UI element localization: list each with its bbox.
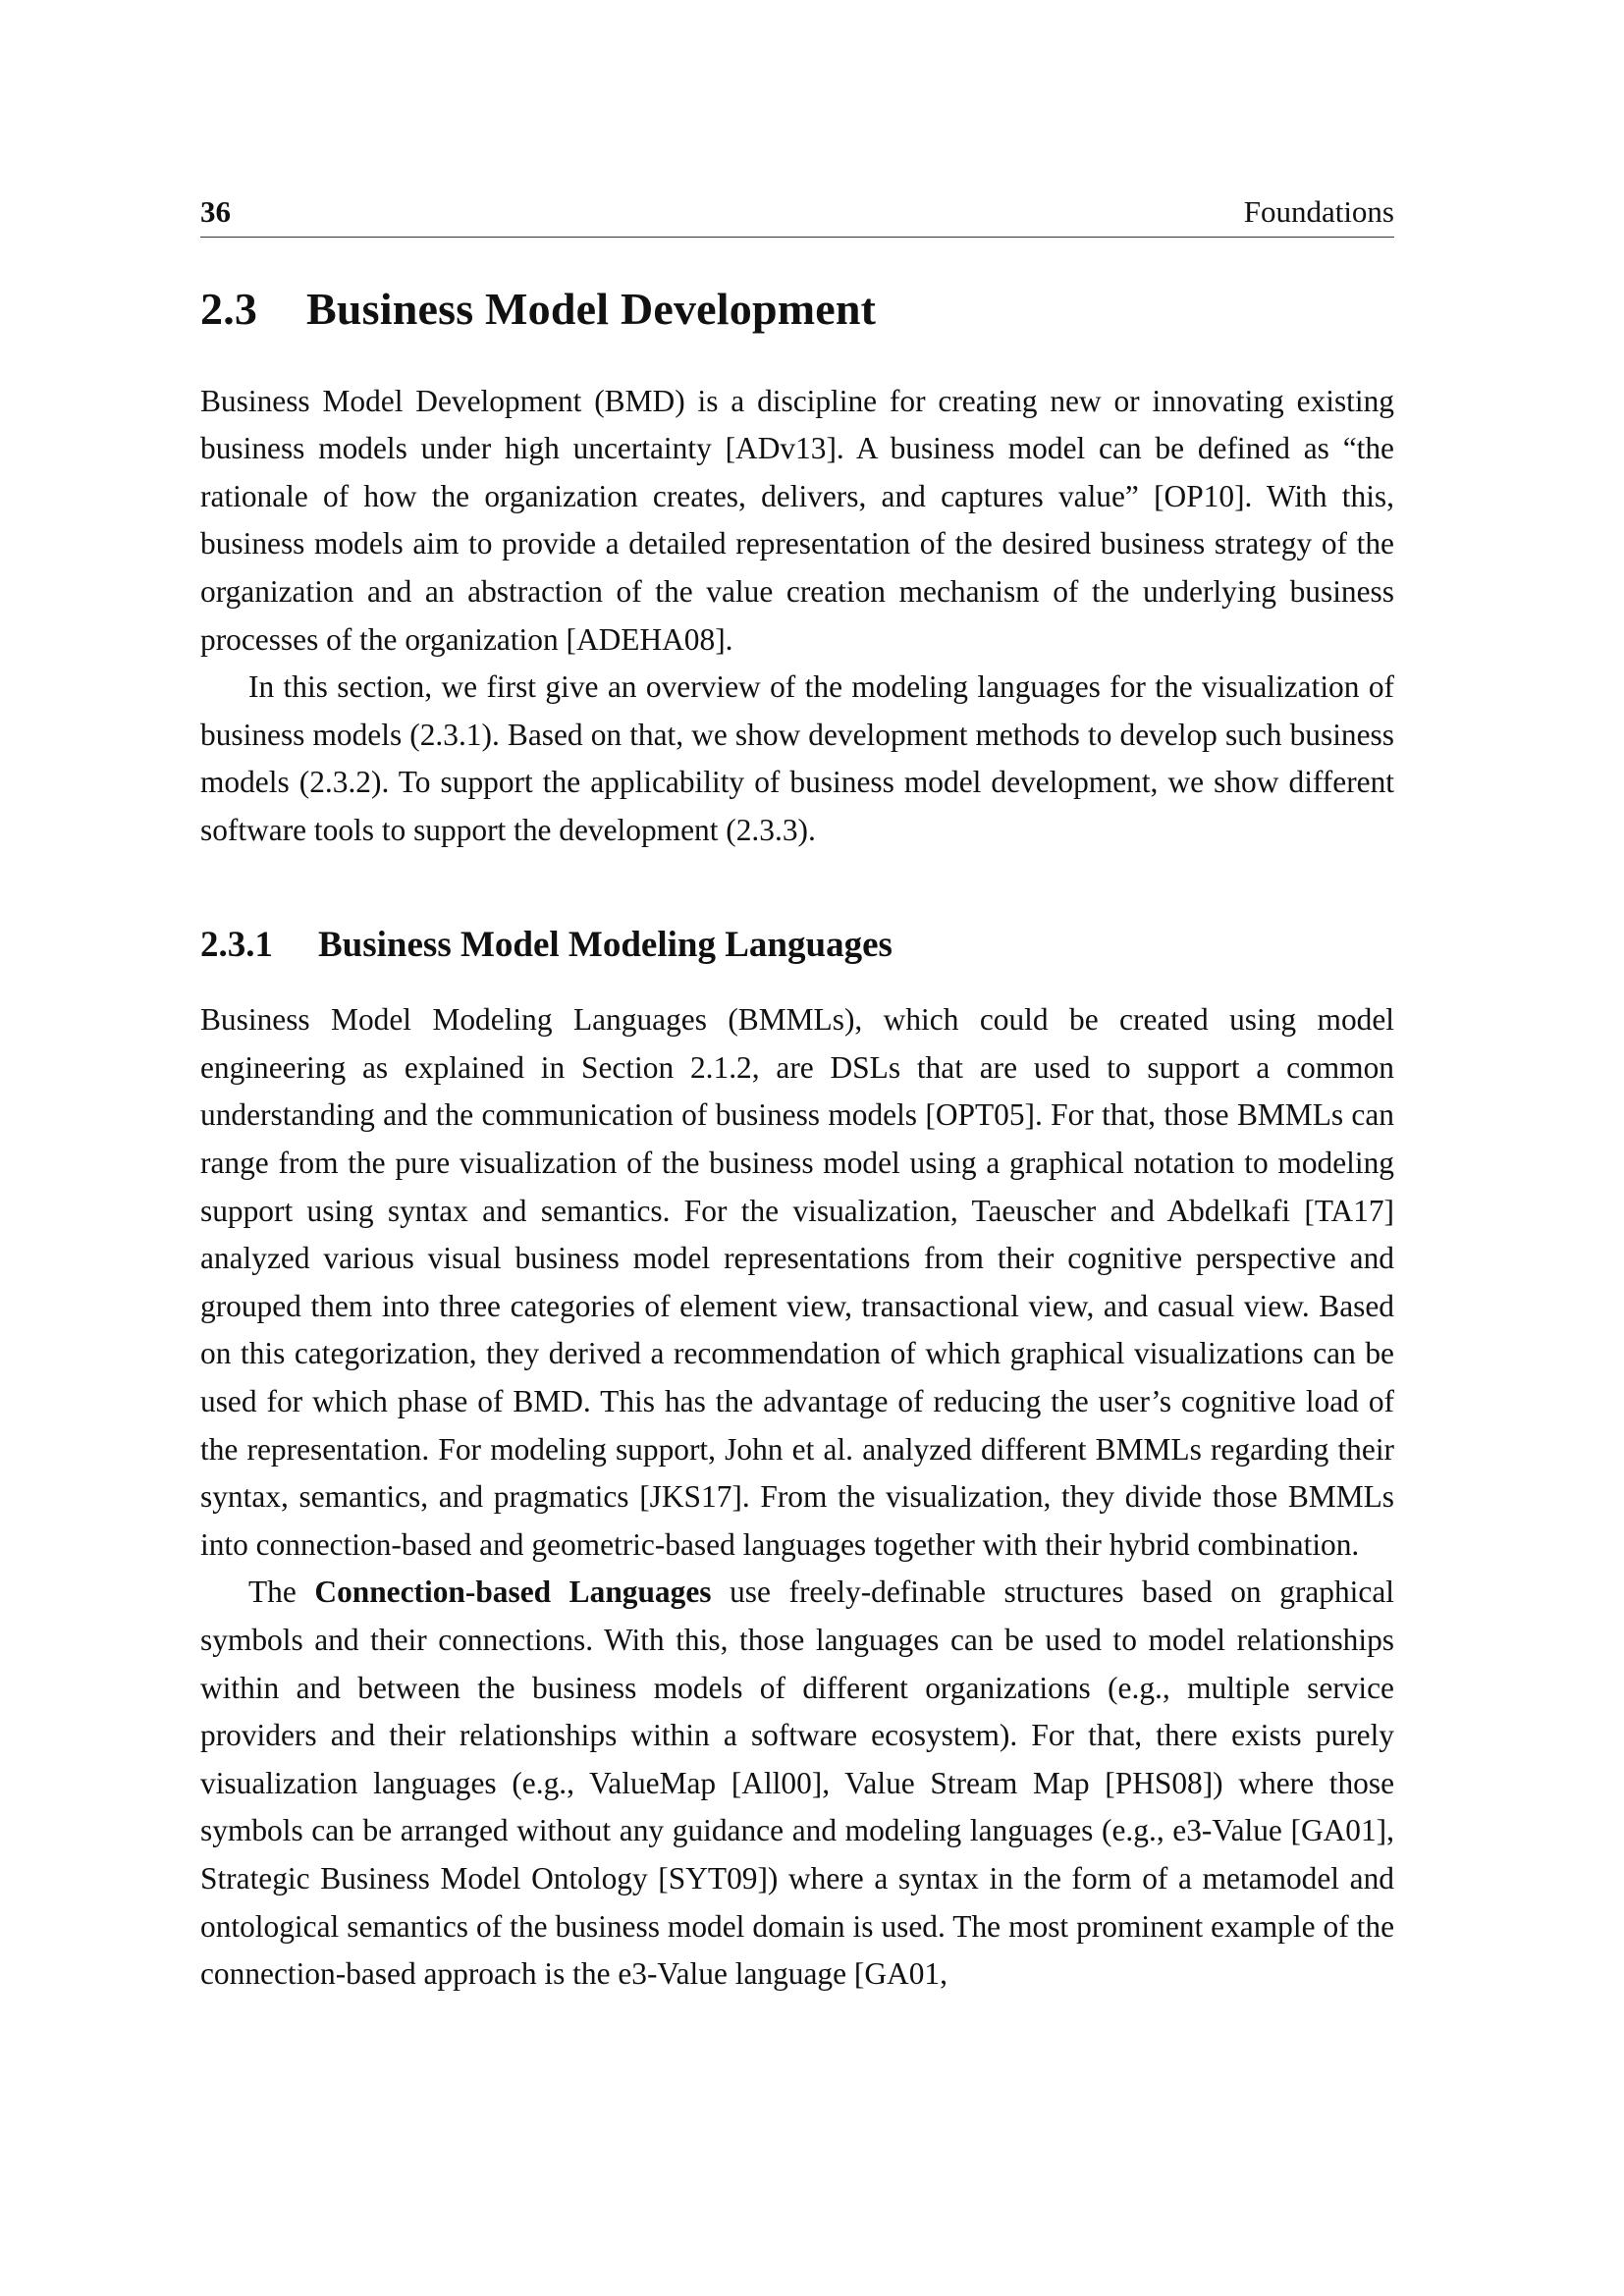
subsection-title: Business Model Modeling Languages	[318, 924, 893, 965]
paragraph-lead: The	[248, 1575, 315, 1610]
running-head	[200, 196, 1394, 238]
section-overview-paragraph: In this section, we first give an overview of the modeling languages for the visualization of business models (2.3.1). Based on that, we show development methods to develop such business models (2.3.2). To support the applicability of business model development, we show different software tools to support the development (2.3.3).	[200, 669, 1394, 847]
chapter-title: Foundations	[1243, 194, 1394, 229]
page-number: 36	[200, 194, 231, 229]
section-intro-paragraph: Business Model Development (BMD) is a discipline for creating new or innovating existing business models under high uncertainty [ADv13]. A business model can be defined as “the rationale of how the organization creates, delivers, and captures value” [OP10]. With this, business models aim to provide a detailed representation of the desired business strategy of the organization and an abstraction of the value creation mechanism of the underlying business processes of the organization [ADEHA08].	[200, 383, 1394, 657]
connection-based-paragraph	[200, 1569, 1394, 1998]
paragraph-rest: use freely-definable structures based on graphical symbols and their connections. With this, those languages can be used to model relationships within and between the business models of different organizations (e.g., multiple service providers and their relationships within a software ecosystem). For that, there exists purely visualization languages (e.g., ValueMap [All00], Value Stream Map [PHS08]) where those symbols can be arranged without any guidance and modeling languages (e.g., e3-Value [GA01], Strategic Business Model Ontology [SYT09]) where a syntax in the form of a metamodel and ontological semantics of the business model domain is used. The most prominent example of the connection-based approach is the e3-Value language [GA01,	[200, 1575, 1394, 1992]
bold-term: Connection-based Languages	[314, 1575, 712, 1610]
subsection-heading	[200, 926, 1394, 966]
bmml-paragraph: Business Model Modeling Languages (BMMLs), which could be created using model engineering as explained in Section 2.1.2, are DSLs that are used to support a common understanding and the communication of business models [OPT05]. For that, those BMMLs can range from the pure visualization of the business model using a graphical notation to modeling support using syntax and semantics. For the visualization, Taeuscher and Abdelkafi [TA17] analyzed various visual business model representations from their cognitive perspective and grouped them into three categories of element view, transactional view, and casual view. Based on this categorization, they derived a recommendation of which graphical visualizations can be used for which phase of BMD. This has the advantage of reducing the user’s cognitive load of the representation. For modeling support, John et al. analyzed different BMMLs regarding their syntax, semantics, and pragmatics [JKS17]. From the visualization, they divide those BMMLs into connection-based and geometric-based languages together with their hybrid combination.	[200, 1002, 1394, 1562]
section-title: Business Model Development	[306, 284, 877, 334]
page-content	[200, 196, 1394, 1999]
subsection-number: 2.3.1	[200, 924, 273, 965]
section-heading	[200, 285, 1394, 335]
section-number: 2.3	[200, 284, 258, 334]
